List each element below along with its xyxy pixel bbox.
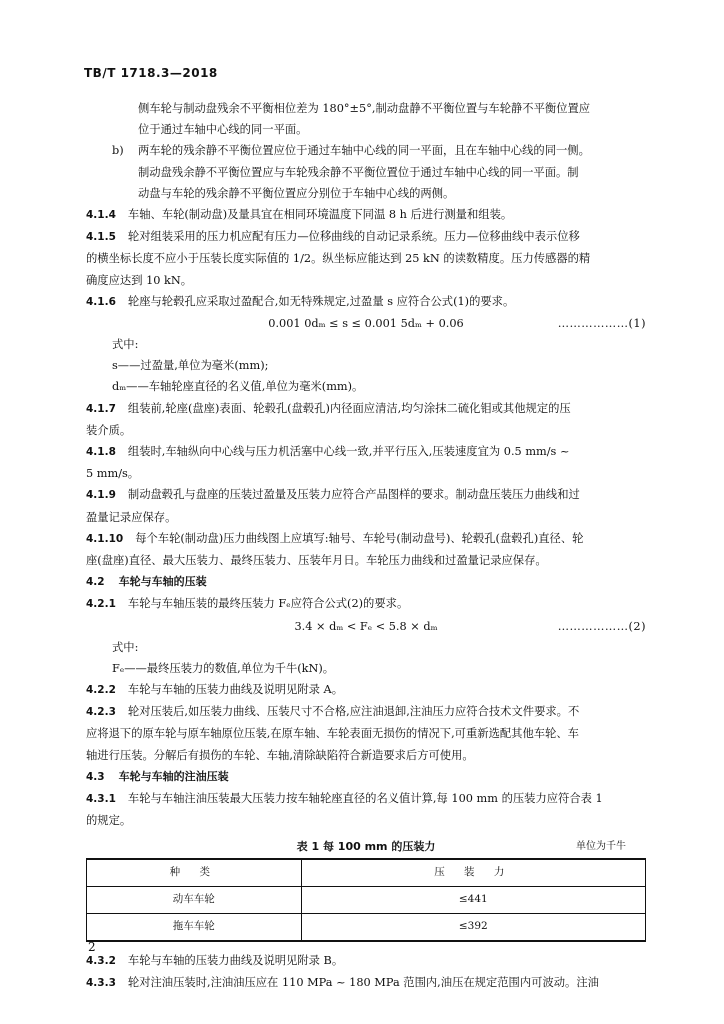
table-header-force: 压 装 力: [301, 859, 645, 887]
clause-4-1-10-line2: 座(盘座)直径、最大压装力、最终压装力、压装年月日。车轮压力曲线和过盈量记录应保存。: [86, 554, 547, 568]
clause-a-continuation-line2: 位于通过车轴中心线的同一平面。: [138, 123, 308, 137]
clause-4-1-8-line2: 5 mm/s。: [86, 467, 140, 481]
table-1-caption-row: [86, 836, 646, 858]
clause-number: 4.3.1: [86, 793, 116, 806]
clause-text: 车轮与车轴的压装力曲线及说明见附录 B。: [127, 953, 344, 967]
formula-2-expression: 3.4 × dₘ < Fₑ < 5.8 × dₘ: [294, 619, 438, 633]
clause-4-1-9: [86, 484, 646, 506]
table-cell-force: ≤392: [301, 913, 645, 941]
section-4-2-heading: [86, 571, 646, 593]
table-1-unit: 单位为千牛: [576, 840, 626, 852]
symbol-fe-definition: Fₑ——最终压装力的数值,单位为千牛(kN)。: [112, 661, 335, 675]
clause-text: 组装前,轮座(盘座)表面、轮毂孔(盘毂孔)内径面应清洁,均匀涂抹二硫化钼或其他规定的压: [127, 401, 571, 415]
symbol-s-definition: s——过盈量,单位为毫米(mm);: [112, 359, 269, 373]
table-row: [87, 913, 646, 941]
formula-1: [86, 313, 646, 334]
table-cell-force: ≤441: [301, 886, 645, 913]
clause-text: 轮座与轮毂孔应采取过盈配合,如无特殊规定,过盈量 s 应符合公式(1)的要求。: [127, 294, 515, 308]
clause-text: 组装时,车轴纵向中心线与压力机活塞中心线一致,并平行压入,压装速度宜为 0.5 mm/s ~: [127, 445, 570, 459]
clause-4-1-8: [86, 441, 646, 463]
section-title: 车轮与车轴的注油压装: [118, 769, 229, 783]
table-1: [86, 858, 646, 942]
clause-4-1-7: [86, 398, 646, 420]
clause-b-line3: 动盘与车轮的残余静不平衡位置应分别位于车轴中心线的两侧。: [138, 186, 455, 200]
clause-number: 4.1.9: [86, 489, 116, 502]
formula-1-number: ………………(1): [557, 317, 646, 331]
standard-number: TB/T 1718.3—2018: [84, 66, 218, 80]
table-header-row: [87, 859, 646, 887]
clause-4-3-1-line2: 的规定。: [86, 814, 132, 828]
formula-1-expression: 0.001 0dₘ ≤ s ≤ 0.001 5dₘ + 0.06: [268, 317, 464, 331]
page-number: 2: [88, 940, 96, 954]
where-label-1: 式中:: [112, 338, 139, 352]
clause-4-1-10: [86, 528, 646, 550]
clause-4-1-7-line2: 装介质。: [86, 423, 132, 437]
clause-4-3-3: [86, 972, 646, 994]
clause-number: 4.1.10: [86, 532, 124, 545]
clause-text: 车轮与车轴的压装力曲线及说明见附录 A。: [127, 683, 344, 697]
clause-4-2-3-line3: 轴进行压装。分解后有损伤的车轮、车轴,清除缺陷符合新造要求后方可使用。: [86, 748, 474, 762]
clause-b-label: b): [112, 144, 124, 158]
symbol-dm-definition: dₘ——车轴轮座直径的名义值,单位为毫米(mm)。: [112, 380, 364, 394]
clause-text: 车轮与车轴压装的最终压装力 Fₑ应符合公式(2)的要求。: [127, 597, 409, 611]
clause-4-1-5-line3: 确度应达到 10 kN。: [86, 273, 193, 287]
table-1-caption: 表 1 每 100 mm 的压装力: [296, 839, 436, 853]
section-number: 4.2: [86, 576, 105, 589]
clause-text: 每个车轮(制动盘)压力曲线图上应填写:轴号、车轮号(制动盘号)、轮毂孔(盘毂孔)直径、轮: [135, 531, 584, 545]
clause-number: 4.3.2: [86, 954, 116, 967]
clause-4-1-5-line2: 的横坐标长度不应小于压装长度实际值的 1/2。纵坐标应能达到 25 kN 的读数精度。压力传感器的精: [86, 252, 591, 266]
clause-4-2-3: [86, 701, 646, 723]
clause-4-3-2: [86, 950, 646, 972]
clause-text: 轮对压装后,如压装力曲线、压装尺寸不合格,应注油退卸,注油压力应符合技术文件要求。不: [127, 705, 580, 719]
section-number: 4.3: [86, 770, 105, 783]
clause-number: 4.2.2: [86, 684, 116, 697]
clause-b-line2: 制动盘残余静不平衡位置应与车轮残余静不平衡位置位于通过车轴中心线的同一平面。制: [138, 165, 579, 179]
clause-4-2-3-line2: 应将退下的原车轮与原车轴原位压装,在原车轴、车轮表面无损伤的情况下,可重新选配其他车轮、车: [86, 727, 579, 741]
clause-number: 4.2.1: [86, 598, 116, 611]
clause-4-1-9-line2: 盈量记录应保存。: [86, 510, 177, 524]
clause-b-text1: 两车轮的残余静不平衡位置应位于通过车轴中心线的同一平面，且在车轴中心线的同一侧。: [138, 144, 590, 158]
clause-number: 4.3.3: [86, 976, 116, 989]
clause-text: 轮对组装采用的压力机应配有压力—位移曲线的自动记录系统。压力—位移曲线中表示位移: [127, 230, 580, 244]
clause-text: 制动盘毂孔与盘座的压装过盈量及压装力应符合产品图样的要求。制动盘压装压力曲线和过: [127, 488, 580, 502]
clause-text: 轮对注油压装时,注油油压应在 110 MPa ~ 180 MPa 范围内,油压在规定范围内可波动。注油: [127, 975, 599, 989]
table-cell-category: 拖车车轮: [87, 913, 302, 941]
formula-2: [86, 616, 646, 637]
clause-number: 4.1.4: [86, 209, 116, 222]
section-4-3-heading: [86, 766, 646, 788]
clause-number: 4.1.6: [86, 295, 116, 308]
clause-4-1-6: [86, 291, 646, 313]
section-title: 车轮与车轴的压装: [118, 575, 207, 589]
table-row: [87, 886, 646, 913]
table-cell-category: 动车车轮: [87, 886, 302, 913]
table-header-category: 种 类: [87, 859, 302, 887]
clause-number: 4.1.5: [86, 231, 116, 244]
clause-number: 4.1.7: [86, 402, 116, 415]
clause-4-1-4: [86, 204, 646, 226]
clause-4-2-1: [86, 593, 646, 615]
clause-4-2-2: [86, 679, 646, 701]
where-label-2: 式中:: [112, 640, 139, 654]
clause-a-continuation-line1: 侧车轮与制动盘残余不平衡相位差为 180°±5°,制动盘静不平衡位置与车轮静不平衡位置应: [138, 102, 591, 115]
document-body: [86, 98, 646, 994]
clause-4-3-1: [86, 788, 646, 810]
clause-text: 车轮与车轴注油压装最大压装力按车轴轮座直径的名义值计算,每 100 mm 的压装力应符合表 1: [127, 792, 603, 806]
clause-number: 4.1.8: [86, 446, 116, 459]
formula-2-number: ………………(2): [557, 619, 646, 633]
clause-4-1-5: [86, 226, 646, 248]
clause-text: 车轴、车轮(制动盘)及量具宜在相同环境温度下同温 8 h 后进行测量和组装。: [127, 208, 513, 222]
clause-number: 4.2.3: [86, 706, 116, 719]
clause-b-line1: [86, 140, 646, 161]
